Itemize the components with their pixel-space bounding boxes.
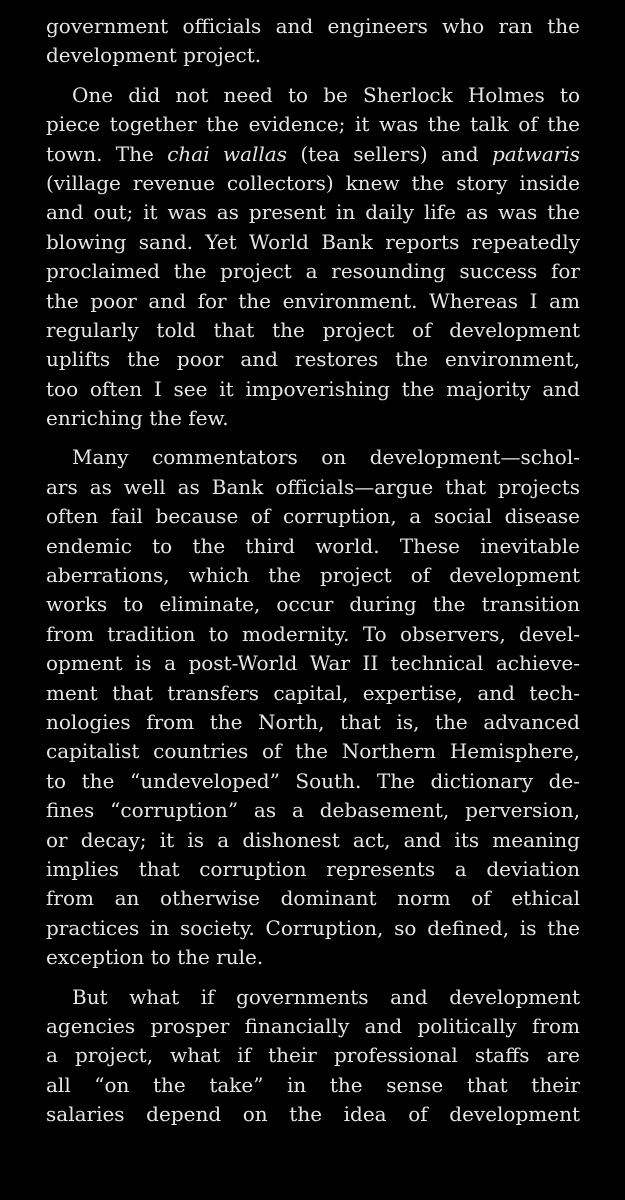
- text-line: But what if governments and development: [72, 984, 580, 1009]
- text-line: all “on the take” in the sense that their: [46, 1072, 580, 1097]
- text-line: agencies prosper financially and politically from: [46, 1013, 580, 1038]
- paragraph-3: [46, 443, 580, 972]
- text-line: uplifts the poor and restores the environment,: [46, 347, 580, 372]
- text-line: proclaimed the project a resounding success for: [46, 259, 580, 284]
- text-line: aberrations, which the project of development: [46, 563, 580, 588]
- text-line: a project, what if their professional staffs are: [46, 1043, 580, 1068]
- text-line-mixed: [46, 140, 580, 169]
- text-line: to the “undeveloped” South. The dictionary de-: [46, 768, 580, 793]
- text-line: ment that transfers capital, expertise, and tech-: [46, 680, 580, 705]
- paragraph-1: [46, 12, 580, 71]
- italic-term-chai-wallas: chai wallas: [167, 141, 287, 166]
- text-line: piece together the evidence; it was the talk of the: [46, 112, 580, 137]
- text-line: salaries depend on the idea of development: [46, 1102, 580, 1127]
- text-line: opment is a post-World War II technical achieve-: [46, 651, 580, 676]
- text-line: and out; it was as present in daily life as was the: [46, 200, 580, 225]
- text-line: government officials and engineers who ran the: [46, 14, 580, 38]
- text-line: exception to the rule.: [46, 945, 264, 970]
- text-line: practices in society. Corruption, so defined, is the: [46, 915, 580, 940]
- text-line: the poor and for the environment. Whereas I am: [46, 288, 580, 313]
- text-line: capitalist countries of the Northern Hemisphere,: [46, 739, 580, 764]
- paragraph-2: [46, 81, 580, 434]
- text-line: One did not need to be Sherlock Holmes to: [72, 82, 580, 107]
- text-line: nologies from the North, that is, the advanced: [46, 709, 580, 734]
- text-line: too often I see it impoverishing the majority and: [46, 376, 580, 401]
- text-line: often fail because of corruption, a social disease: [46, 504, 580, 529]
- text-line: regularly told that the project of development: [46, 317, 580, 342]
- text-line: enriching the few.: [46, 406, 229, 431]
- paragraph-4: [46, 983, 580, 1130]
- text-line: from tradition to modernity. To observers, devel-: [46, 621, 580, 646]
- text-fragment: town. The: [46, 141, 168, 166]
- text-fragment: (tea sellers) and: [300, 141, 492, 166]
- text-line: or decay; it is a dishonest act, and its meaning: [46, 827, 580, 852]
- text-line: works to eliminate, occur during the transition: [46, 592, 580, 617]
- text-line: ars as well as Bank officials—argue that projects: [46, 474, 580, 499]
- text-line: endemic to the third world. These inevitable: [46, 533, 580, 558]
- text-line: development project.: [46, 43, 262, 68]
- text-line: implies that corruption represents a deviation: [46, 856, 580, 881]
- text-line: Many commentators on development—schol-: [72, 445, 580, 470]
- text-line: fines “corruption” as a debasement, perversion,: [46, 798, 580, 823]
- body-text: [46, 12, 580, 1139]
- text-line: blowing sand. Yet World Bank reports repeatedly: [46, 229, 580, 254]
- italic-term-patwaris: patwaris: [491, 141, 580, 166]
- text-line: from an otherwise dominant norm of ethical: [46, 886, 580, 911]
- text-line: (village revenue collectors) knew the story inside: [46, 170, 580, 195]
